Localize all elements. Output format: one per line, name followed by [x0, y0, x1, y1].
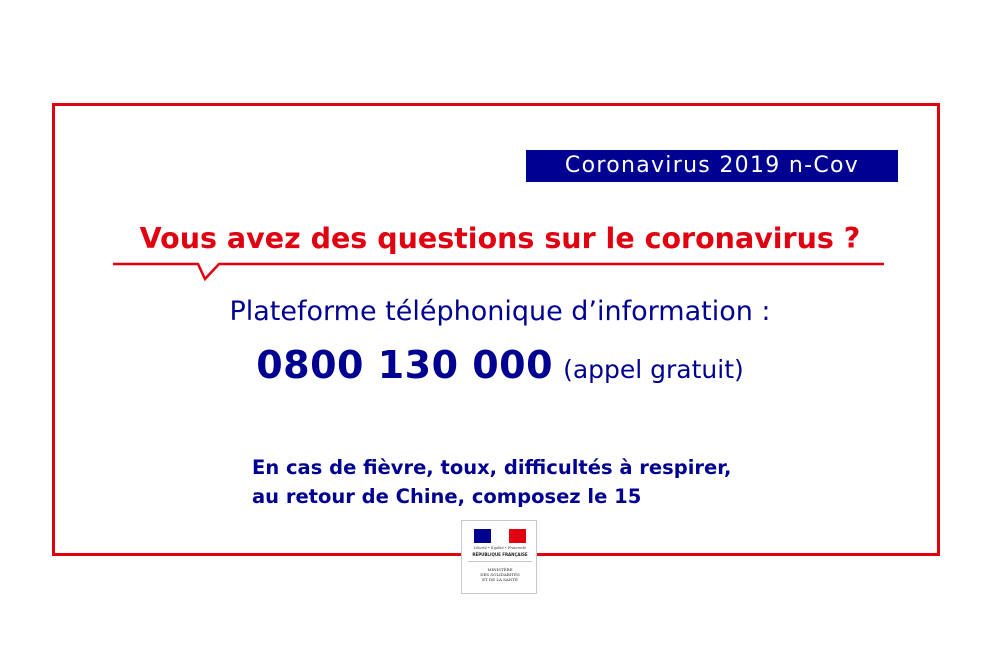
logo-ministere: [464, 567, 536, 582]
french-flag-icon: [474, 529, 526, 543]
ministere-line-1: MINISTÈRE: [487, 567, 513, 572]
logo-republique: RÉPUBLIQUE FRANÇAISE: [472, 552, 528, 557]
platform-subtitle: Plateforme téléphonique d’information :: [229, 296, 771, 327]
fever-instructions: [252, 453, 731, 511]
free-call-note: (appel gratuit): [563, 355, 744, 384]
ministere-line-3: ET DE LA SANTÉ: [482, 577, 518, 582]
fever-line-2: au retour de Chine, composez le 15: [252, 485, 642, 508]
ministry-logo: [461, 520, 537, 594]
logo-divider: [468, 561, 532, 562]
phone-number[interactable]: 0800 130 000: [256, 343, 554, 387]
phone-line: [100, 343, 900, 387]
ministere-line-2: DES SOLIDARITÉS: [480, 572, 520, 577]
fever-line-1: En cas de fièvre, toux, difficultés à respirer,: [252, 456, 732, 479]
question-heading: Vous avez des questions sur le coronavirus ?: [139, 222, 861, 255]
logo-devise: Liberté • Égalité • Fraternité: [473, 546, 527, 550]
coronavirus-tag: Coronavirus 2019 n-Cov: [526, 150, 898, 182]
